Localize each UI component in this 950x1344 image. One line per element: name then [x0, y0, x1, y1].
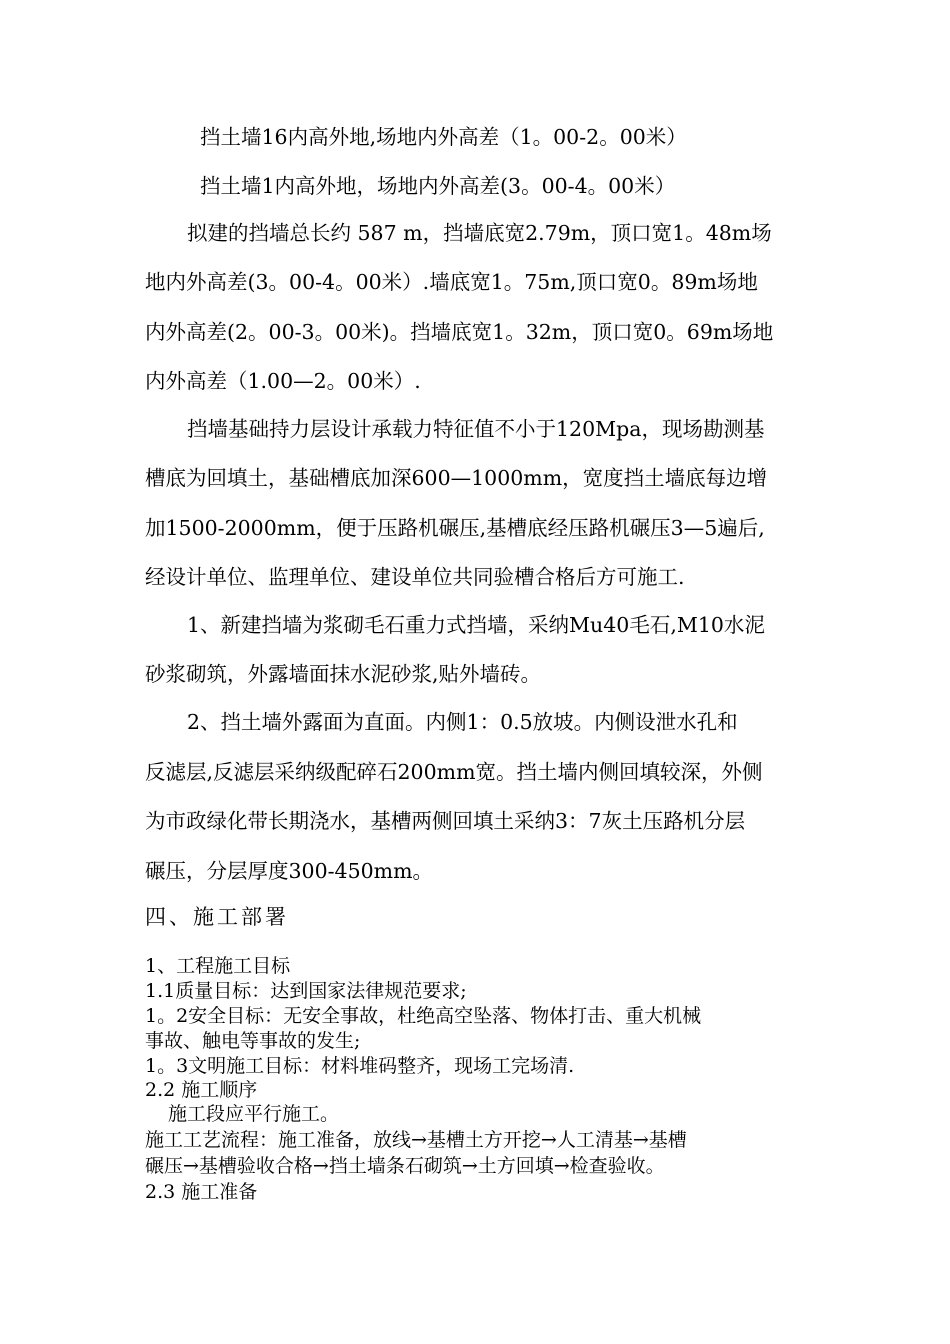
foundation-paragraph-line-3: 加1500-2000mm，便于压路机碾压,基槽底经压路机碾压3—5遍后,: [145, 516, 765, 540]
section-heading: 四、施工部署: [145, 905, 289, 929]
section-line-7: 施工段应平行施工。: [168, 1103, 340, 1125]
length-paragraph-line-3: 内外高差(2。00-3。00米)。挡墙底宽1。32m，顶口宽0。69m场地: [145, 320, 774, 344]
item-2-line-1: 2、挡土墙外露面为直面。内侧1：0.5放坡。内侧设泄水孔和: [187, 710, 738, 734]
section-line-6: 2.2 施工顺序: [145, 1079, 258, 1101]
item-1-line-2: 砂浆砌筑，外露墙面抹水泥砂浆,贴外墙砖。: [145, 662, 542, 686]
section-line-9: 碾压→基槽验收合格→挡土墙条石砌筑→土方回填→检查验收。: [145, 1155, 665, 1177]
section-line-5: 1。3文明施工目标：材料堆码整齐，现场工完场清.: [145, 1055, 575, 1077]
foundation-paragraph-line-4: 经设计单位、监理单位、建设单位共同验槽合格后方可施工.: [145, 565, 685, 589]
item-1-line-1: 1、新建挡墙为浆砌毛石重力式挡墙，采纳Mu40毛石,M10水泥: [187, 613, 765, 637]
foundation-paragraph-line-2: 槽底为回填土，基础槽底加深600—1000mm，宽度挡土墙底每边增: [145, 466, 768, 490]
intro-line-2: 挡土墙1内高外地，场地内外高差(3。00-4。00米）: [200, 174, 676, 198]
length-paragraph-line-1: 拟建的挡墙总长约 587 m，挡墙底宽2.79m，顶口宽1。48m场: [187, 221, 772, 245]
item-2-line-3: 为市政绿化带长期浇水，基槽两侧回填土采纳3：7灰土压路机分层: [145, 809, 746, 833]
length-paragraph-line-2: 地内外高差(3。00-4。00米）.墙底宽1。75m,顶口宽0。89m场地: [145, 270, 758, 294]
item-2-line-2: 反滤层,反滤层采纳级配碎石200mm宽。挡土墙内侧回填较深，外侧: [145, 760, 763, 784]
section-line-10: 2.3 施工准备: [145, 1181, 258, 1203]
intro-line-1: 挡土墙16内高外地,场地内外高差（1。00-2。00米）: [200, 125, 687, 149]
foundation-paragraph-line-1: 挡墙基础持力层设计承载力特征值不小于120Mpa，现场勘测基: [187, 417, 765, 441]
length-paragraph-line-4: 内外高差（1.00—2。00米）.: [145, 369, 421, 393]
section-line-2: 1.1质量目标：达到国家法律规范要求;: [145, 980, 467, 1002]
section-line-1: 1、工程施工目标: [145, 955, 291, 977]
section-line-3: 1。2安全目标：无安全事故，杜绝高空坠落、物体打击、重大机械: [145, 1005, 702, 1027]
section-line-4: 事故、触电等事故的发生;: [145, 1030, 361, 1052]
item-2-line-4: 碾压，分层厚度300-450mm。: [145, 859, 434, 883]
section-line-8: 施工工艺流程：施工准备，放线→基槽土方开挖→人工清基→基槽: [145, 1129, 687, 1151]
